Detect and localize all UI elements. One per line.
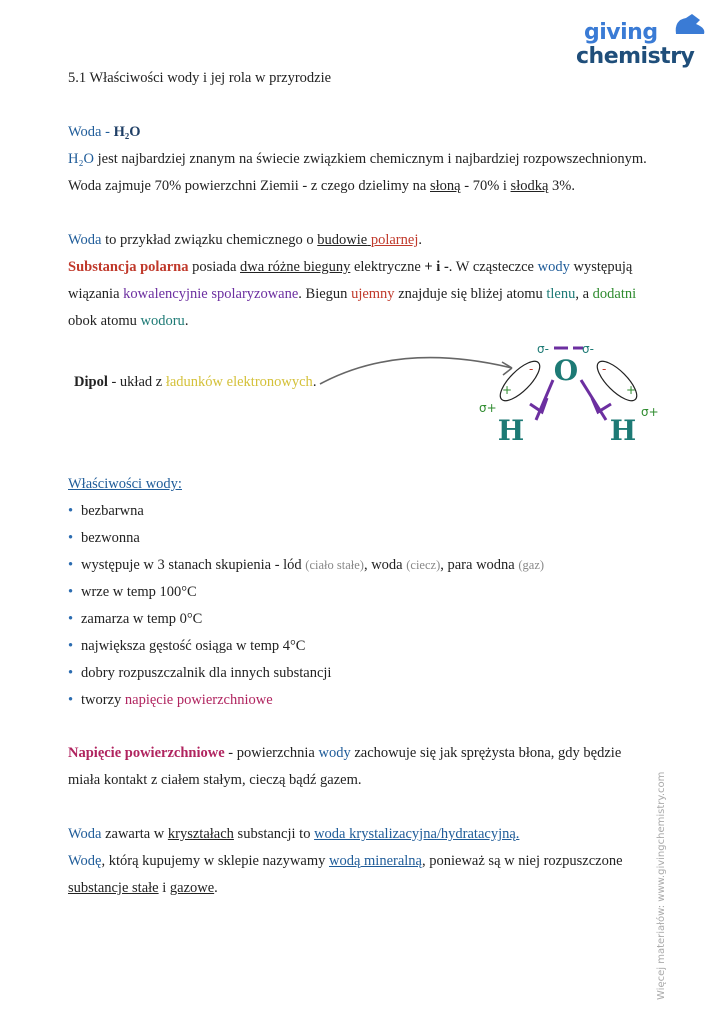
list-item [68, 500, 544, 527]
bullet-icon: • [68, 692, 74, 708]
prop-text: wrze w temp 100°C [81, 584, 197, 600]
p4-signs: + i - [424, 259, 449, 275]
dipol-a: - układ z [107, 374, 166, 390]
p3-a: to przykład związku chemicznego o [101, 232, 318, 248]
atom-h-left: H [497, 414, 525, 447]
p5-d: , a [575, 286, 593, 302]
paragraph-1 [68, 151, 647, 168]
cryst-b: substancji to [233, 826, 315, 842]
p2-a: Woda zajmuje 70% powierzchni Ziemii - z czego dzielimy na [68, 178, 430, 194]
left-bond-ellipse [495, 356, 546, 407]
p5-kowal: kowalencyjnie spolaryzowane [123, 286, 299, 302]
paragraph-4 [68, 259, 632, 276]
surface-b: zachowuje się jak sprężysta błona, gdy będzie [350, 745, 622, 761]
right-bond-ellipse [592, 356, 643, 407]
p6-a: obok atomu [68, 313, 141, 329]
list-item [68, 527, 544, 554]
list-item [68, 662, 544, 689]
mineral-term: wodą mineralną [328, 853, 422, 869]
minus-left: - [529, 362, 534, 376]
p4-a: posiada [188, 259, 241, 275]
paragraph-6 [68, 313, 188, 330]
cryst-krysztalach: kryształach [167, 826, 234, 842]
list-item [68, 554, 544, 581]
prop-para: , para wodna [440, 557, 519, 573]
p5-dodatni: dodatni [592, 286, 637, 302]
p5-a: wiązania [68, 286, 124, 302]
p3-polarnej: polarnej [370, 232, 419, 248]
state-solid: (ciało stałe) [305, 558, 364, 572]
p4-two-poles: dwa różne bieguny [240, 259, 351, 275]
p2-c: 3%. [548, 178, 575, 194]
crystallization-line [68, 826, 519, 843]
bullet-icon: • [68, 584, 74, 600]
p3-dot: . [418, 232, 422, 248]
bullet-icon: • [68, 557, 74, 573]
state-gas: (gaz) [518, 558, 545, 572]
side-note: Więcej materiałów: www.givingchemistry.com [656, 771, 667, 1000]
substances-line [68, 880, 218, 897]
sigma-minus-right: σ- [582, 342, 594, 356]
bullet-icon: • [68, 665, 74, 681]
p4-d: występują [569, 259, 633, 275]
arrow-curve [320, 358, 512, 384]
p4-b: elektryczne [350, 259, 425, 275]
subst-i: i [158, 880, 170, 896]
sigma-minus-left: σ- [537, 342, 549, 356]
bullet-icon: • [68, 503, 74, 519]
prop-text: bezwonna [81, 530, 140, 546]
surface-tension-line2: miała kontakt z ciałem stałym, cieczą bądź gazem. [68, 772, 362, 788]
p2-b: - 70% i [460, 178, 511, 194]
list-item [68, 608, 544, 635]
mineral-line [68, 853, 623, 870]
prop-woda: , woda [363, 557, 407, 573]
p5-b: . Biegun [298, 286, 352, 302]
bullet-icon: • [68, 611, 74, 627]
prop-text: tworzy [81, 692, 125, 708]
surface-term: Napięcie powierzchniowe [68, 745, 225, 761]
heading-formula: H₂O [113, 124, 141, 140]
prop-text: największa gęstość osiąga w temp 4°C [81, 638, 306, 654]
p4-wody: wody [537, 259, 570, 275]
section-title: 5.1 Właściwości wody i jej rola w przyrodzie [68, 70, 332, 86]
mineral-wode: Wodę [68, 853, 102, 869]
logo-line1: giving [584, 20, 658, 45]
p2-fresh: słodką [510, 178, 549, 194]
heading-word: Woda [68, 124, 102, 140]
atom-o: O [553, 354, 579, 387]
atom-h-right: H [609, 414, 637, 447]
arrow-head [502, 362, 512, 375]
plus-right: + [626, 383, 637, 397]
prop-text: bezbarwna [81, 503, 144, 519]
list-item [68, 581, 544, 608]
state-liquid: (ciecz) [406, 558, 441, 572]
minus-right: - [602, 362, 607, 376]
mineral-a: , którą kupujemy w sklepie nazywamy [101, 853, 329, 869]
dipol-dot: . [312, 374, 317, 390]
properties-title: Właściwości wody: [68, 476, 182, 492]
paragraph-3 [68, 232, 422, 249]
p3-woda: Woda [68, 232, 102, 248]
water-molecule-diagram [300, 336, 680, 456]
prop-napiecie: napięcie powierzchniowe [124, 692, 273, 708]
bullet-icon: • [68, 638, 74, 654]
surface-tension-line1 [68, 745, 621, 762]
sigma-plus-right: σ+ [641, 405, 659, 419]
surface-a: - powierzchnia [224, 745, 319, 761]
bullet-icon: • [68, 530, 74, 546]
subst-gazowe: gazowe [169, 880, 215, 896]
dipol-definition [74, 374, 316, 391]
flask-icon [670, 12, 710, 38]
p1-formula: H₂O [68, 151, 94, 167]
p4-c: . W cząsteczce [448, 259, 538, 275]
p1-text: jest najbardziej znanym na świecie związkiem chemicznym i najbardziej rozpowszechnionym. [94, 151, 647, 167]
subst-dot: . [214, 880, 218, 896]
list-item [68, 635, 544, 662]
cryst-term: woda krystalizacyjna/hydratacyjną. [314, 826, 520, 842]
giving-chemistry-logo [574, 10, 714, 72]
paragraph-5 [68, 286, 636, 303]
properties-list [68, 500, 544, 716]
p2-salt: słoną [430, 178, 461, 194]
p5-ujemny: ujemny [351, 286, 395, 302]
mineral-b: , ponieważ są w niej rozpuszczone [422, 853, 623, 869]
p3-budowie: budowie [317, 232, 368, 248]
p6-dot: . [184, 313, 189, 329]
prop-text: dobry rozpuszczalnik dla innych substancji [81, 665, 332, 681]
h2o-heading [68, 124, 140, 141]
paragraph-2 [68, 178, 575, 195]
sigma-plus-left: σ+ [479, 401, 497, 415]
dipol-term: Dipol [74, 374, 108, 390]
dipol-charges: ładunków elektronowych [165, 374, 313, 390]
heading-dash: - [101, 124, 114, 140]
p4-term: Substancja polarna [68, 259, 189, 275]
left-bond [536, 380, 553, 420]
p5-c: znajduje się bliżej atomu [394, 286, 547, 302]
cryst-woda: Woda [68, 826, 102, 842]
list-item [68, 689, 544, 716]
logo-line2: chemistry [576, 44, 695, 69]
p6-wodoru: wodoru [140, 313, 185, 329]
prop-text: występuje w 3 stanach skupienia - lód [81, 557, 306, 573]
cryst-a: zawarta w [101, 826, 168, 842]
surface-wody: wody [318, 745, 351, 761]
plus-left: + [502, 383, 513, 397]
subst-stale: substancje stałe [68, 880, 159, 896]
p5-tlenu: tlenu [546, 286, 576, 302]
prop-text: zamarza w temp 0°C [81, 611, 203, 627]
